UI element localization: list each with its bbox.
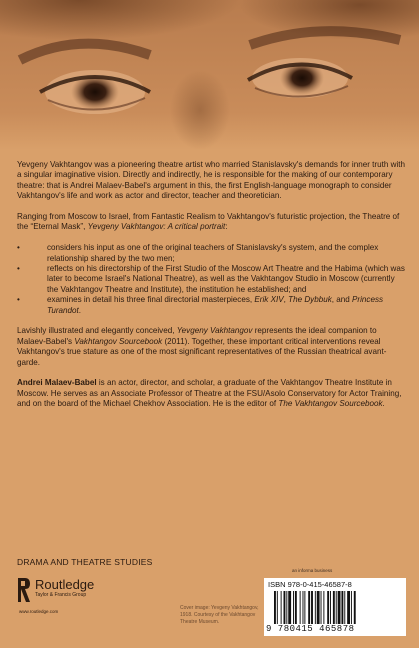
lavish-paragraph — [17, 326, 405, 368]
play-title: Princess Turandot — [47, 295, 384, 315]
author-bio-text: is an actor, director, and scholar, a graduate of the Vakhtangov Theatre Institute in Moscow. He serves as an Associate Professor of Theatre at the FSU/Asolo Conservatory for Actor Training, and on the board of the Michael Chekhov Association. He is the editor of — [17, 378, 402, 409]
barcode-bars — [274, 591, 400, 624]
list-item: • reflects on his directorship of the First Studio of the Moscow Art Theatre and the Habima (which was later to become Israel's National Theatre), as well as the Vakhtangov Studio in Moscow (currently the Vakhtangov Theatre and Institute), the institution he established; and — [17, 264, 405, 295]
publisher-url: www.routledge.com — [19, 609, 59, 614]
lavish-text: represents the ideal companion to Malaev-Babel's — [17, 326, 377, 346]
ranging-colon: : — [225, 222, 228, 232]
author-bio — [17, 378, 405, 409]
subject-category: DRAMA AND THEATRE STUDIES — [17, 557, 153, 567]
ranging-text: Ranging from Moscow to Israel, from Fantastic Realism to Vakhtangov's futuristic projection, the Theatre of the “Eternal Mask”, — [17, 212, 400, 232]
author-name: Andrei Malaev-Babel — [17, 378, 97, 388]
ranging-paragraph — [17, 212, 405, 233]
cover-credit: Cover image: Yevgeny Vakhtangov, 1918. Courtesy of the Vakhtangov Theatre Museum. — [180, 605, 259, 625]
publisher-name: Routledge — [35, 577, 95, 592]
lavish-text: Lavishly illustrated and elegantly conceived, — [17, 326, 177, 336]
separator: , and — [331, 295, 353, 305]
author-bio-end: . — [382, 399, 385, 409]
routledge-logo-icon — [17, 577, 31, 603]
book-title: Yevgeny Vakhtangov: A critical portrait — [87, 222, 226, 232]
isbn-number: ISBN 978-0-415-46587-8 — [268, 580, 352, 589]
list-item: • considers his input as one of the original teachers of Stanislavsky's system, and the complex relationship shared by the two men; — [17, 243, 405, 264]
play-title: The Dybbuk — [288, 295, 332, 305]
sourcebook-title: Vakhtangov Sourcebook — [74, 336, 163, 346]
list-item-text: examines in detail his three final directorial masterpieces, — [47, 295, 255, 305]
barcode-number: 9 780415 465878 — [266, 624, 355, 634]
separator: , — [283, 295, 289, 305]
feature-list — [17, 243, 405, 316]
cover-photo — [0, 0, 419, 150]
routledge-logo — [17, 577, 137, 627]
publisher-group: Taylor & Francis Group — [35, 592, 87, 598]
informa-tagline: an informa business — [292, 568, 333, 573]
play-title: Erik XIV — [254, 295, 284, 305]
list-item — [17, 295, 405, 316]
intro-paragraph: Yevgeny Vakhtangov was a pioneering theatre artist who married Stanislavsky's demands for inner truth with a singular imaginative vision. Directly and indirectly, he is responsible for the making of our contemporary theatre: that is Andrei Malaev-Babel's argument in this, the first English-language monograph to consider Vakhtangov's life and work as actor and director, teacher and theoretician. — [17, 160, 406, 201]
vakhtangov-portrait-image — [0, 0, 419, 150]
book-title: Yevgeny Vakhtangov — [176, 326, 253, 336]
sourcebook-title: The Vakhtangov Sourcebook — [278, 399, 383, 409]
barcode — [264, 578, 406, 636]
back-cover-text — [17, 160, 405, 420]
separator: . — [78, 305, 82, 315]
lavish-text: (2011). Together, these important critical interventions reveal Vakhtangov's true stature as one of the most significant representatives of the Russian theatrical avant-garde. — [17, 336, 387, 367]
